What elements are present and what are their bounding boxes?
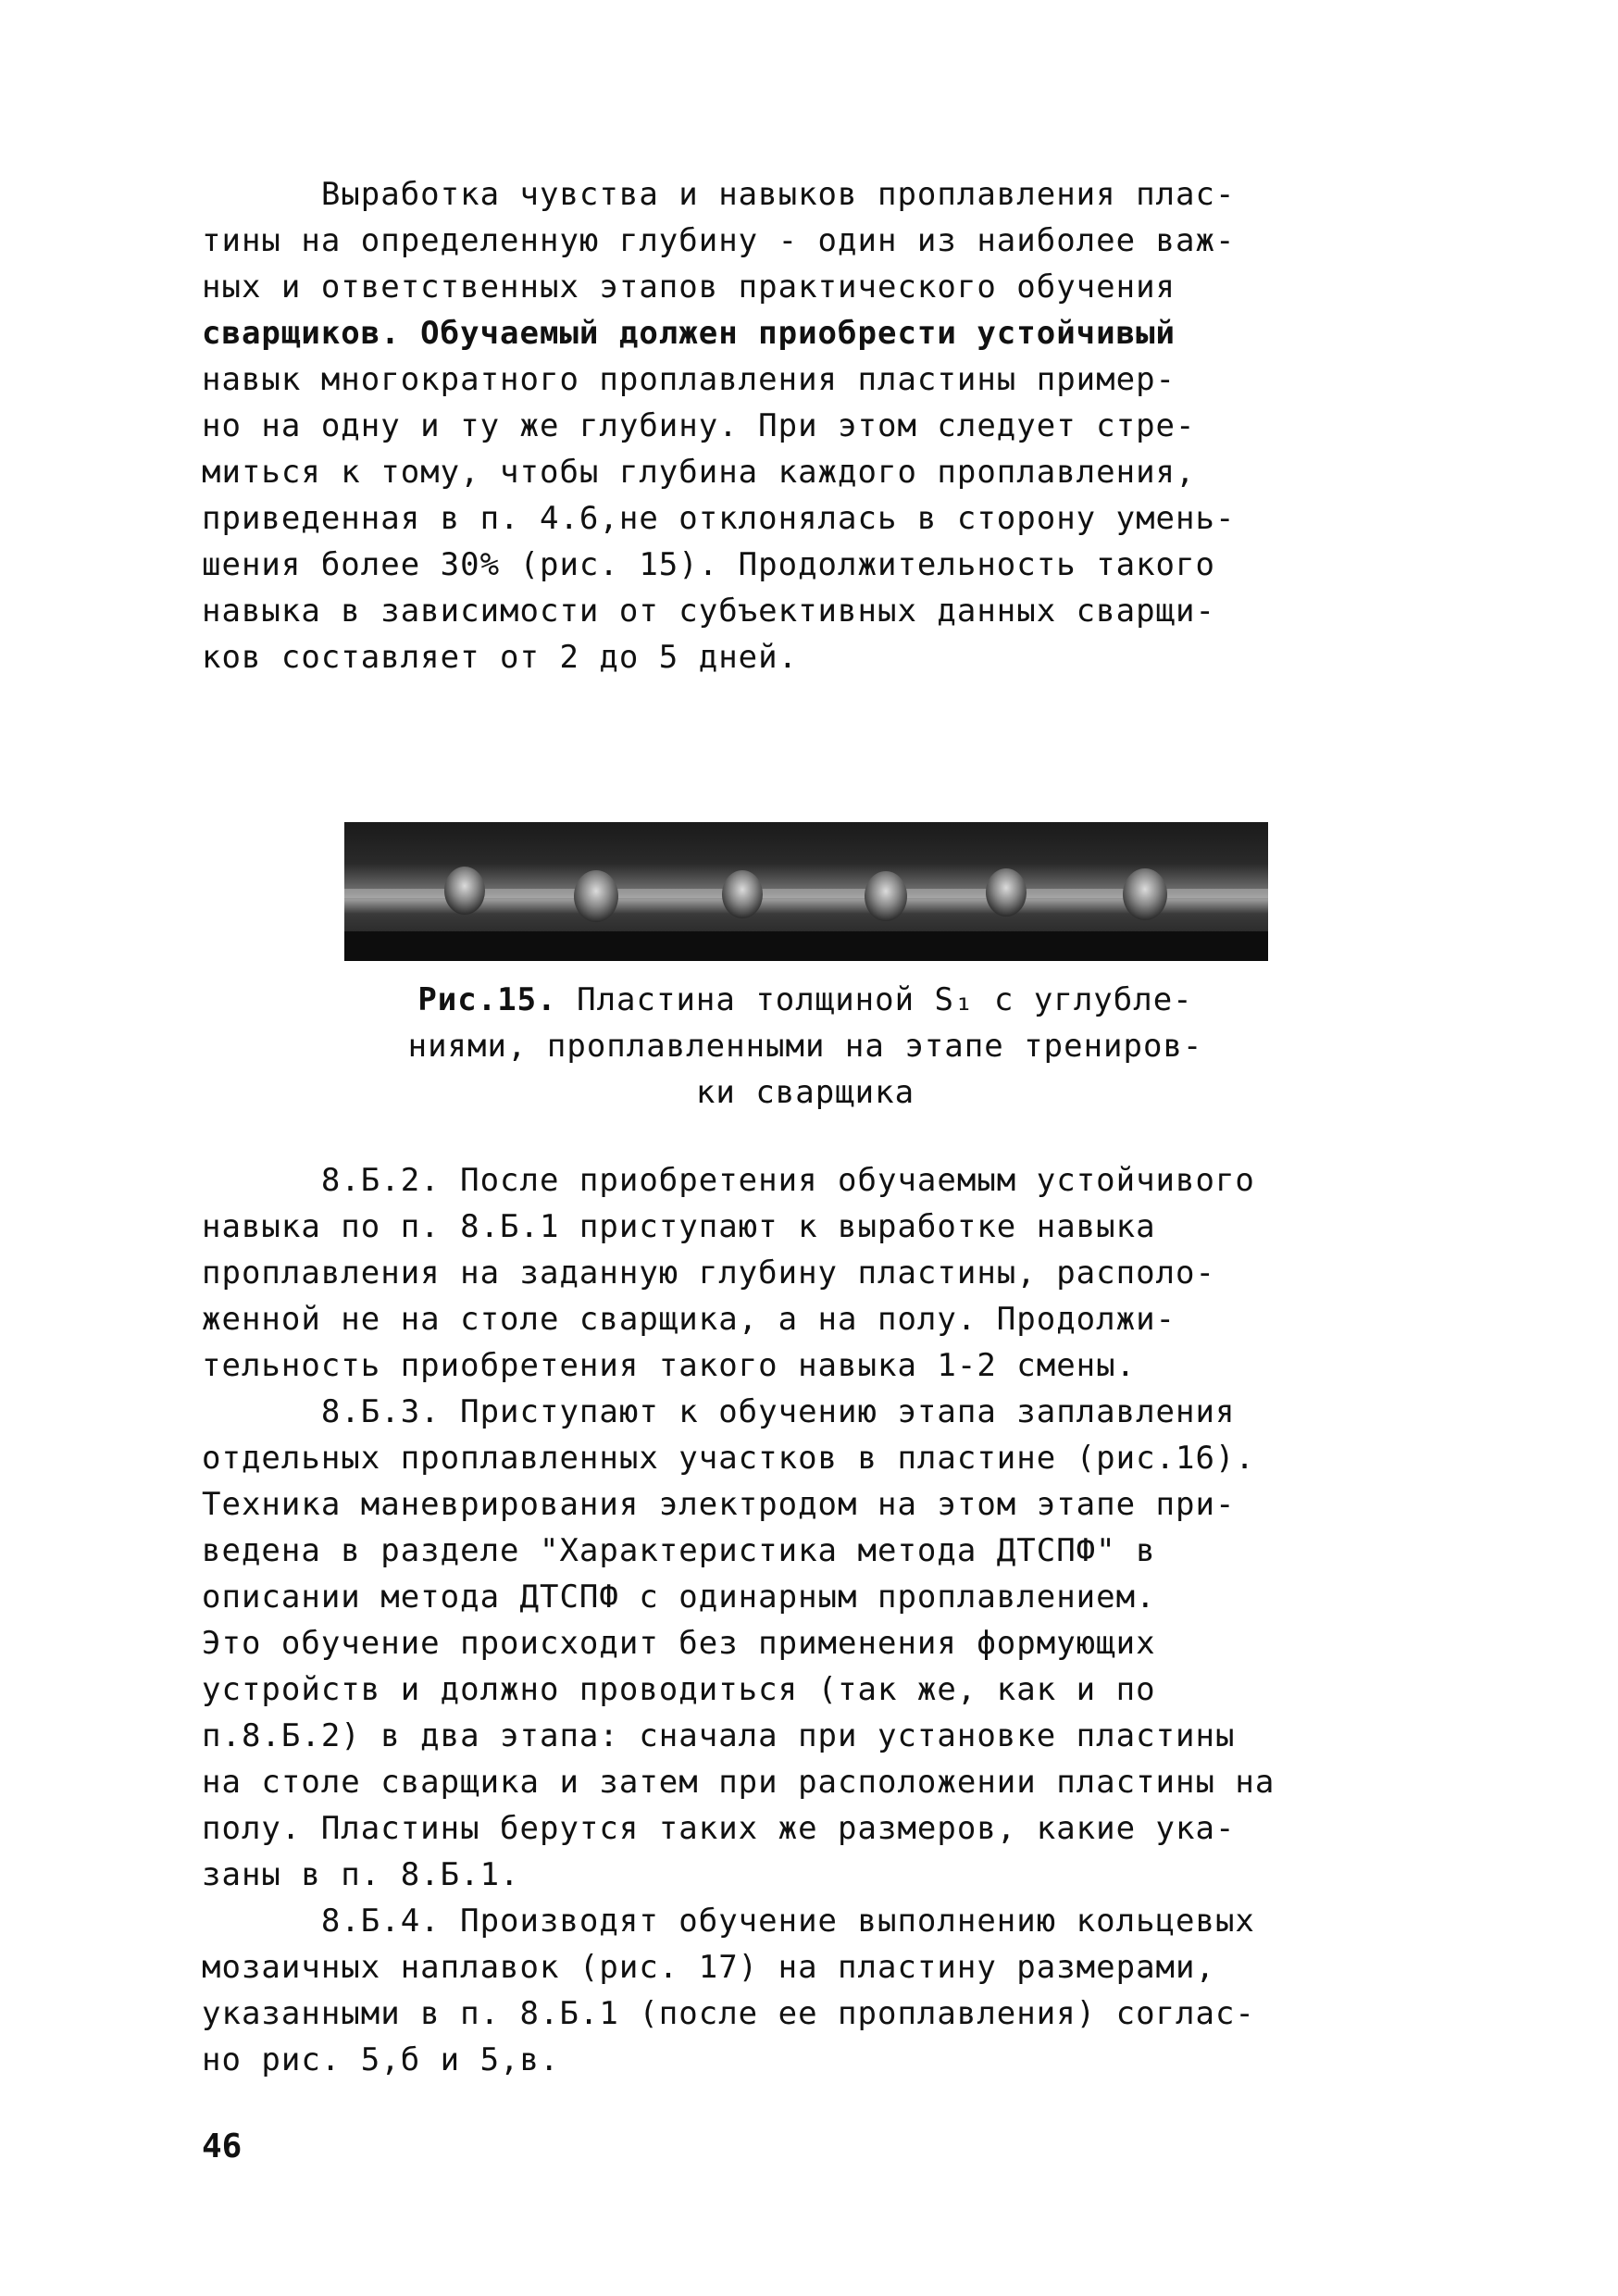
text-line: Это обучение происходит без применения формующих bbox=[202, 1625, 1156, 1662]
text-line: п.8.Б.2) в два этапа: сначала при установке пластины bbox=[202, 1717, 1236, 1754]
text-line: полу. Пластины берутся таких же размеров, какие ука- bbox=[202, 1810, 1236, 1847]
figure-caption bbox=[315, 977, 1296, 1116]
text-line: 8.Б.2. После приобретения обучаемым устойчивого bbox=[202, 1162, 1255, 1199]
page-number: 46 bbox=[202, 2128, 243, 2165]
text-line: 8.Б.4. Производят обучение выполнению кольцевых bbox=[202, 1903, 1255, 1940]
text-line: женной не на столе сварщика, а на полу. Продолжи- bbox=[202, 1301, 1176, 1338]
body-paragraphs bbox=[202, 1157, 1414, 2083]
text-line: описании метода ДТСПФ с одинарным проплавлением. bbox=[202, 1578, 1156, 1616]
melt-pit bbox=[986, 868, 1027, 917]
figure-number: Рис.15. bbox=[417, 981, 557, 1018]
text-line: но рис. 5,б и 5,в. bbox=[202, 2041, 560, 2078]
plate-photo bbox=[344, 822, 1268, 961]
caption-line: ниями, проплавленными на этапе трениров- bbox=[407, 1028, 1203, 1065]
caption-line: ки сварщика bbox=[695, 1074, 915, 1111]
text-line: указанными в п. 8.Б.1 (после ее проплавления) соглас- bbox=[202, 1995, 1255, 2032]
melt-pit bbox=[574, 870, 618, 922]
melt-pit bbox=[722, 870, 763, 918]
text-line: но на одну и ту же глубину. При этом следует стре- bbox=[202, 407, 1196, 444]
text-line: Техника маневрирования электродом на этом этапе при- bbox=[202, 1486, 1236, 1523]
text-line: 8.Б.3. Приступают к обучению этапа заплавления bbox=[202, 1393, 1236, 1430]
caption-line bbox=[315, 977, 1296, 1023]
text-line: тельность приобретения такого навыка 1-2 смены. bbox=[202, 1347, 1137, 1384]
text-line: Выработка чувства и навыков проплавления плас- bbox=[202, 176, 1236, 213]
text-line: ков составляет от 2 до 5 дней. bbox=[202, 639, 799, 676]
text-line: навык многократного проплавления пластины пример- bbox=[202, 361, 1176, 398]
melt-pit bbox=[444, 867, 485, 915]
melt-pit bbox=[865, 871, 907, 921]
text-line: проплавления на заданную глубину пластины, располо- bbox=[202, 1254, 1215, 1292]
plate-bottom-shadow bbox=[344, 931, 1268, 961]
text-line: на столе сварщика и затем при расположении пластины на bbox=[202, 1764, 1276, 1801]
text-line: навыка по п. 8.Б.1 приступают к выработке навыка bbox=[202, 1208, 1156, 1245]
caption-text: Пластина толщиной S₁ с углубле- bbox=[556, 981, 1193, 1018]
text-line: навыка в зависимости от субъективных данных сварщи- bbox=[202, 593, 1215, 630]
text-line: ведена в разделе "Характеристика метода ДТСПФ" в bbox=[202, 1532, 1156, 1569]
text-line: ных и ответственных этапов практического обучения bbox=[202, 268, 1176, 306]
text-line: приведенная в п. 4.6,не отклонялась в сторону умень- bbox=[202, 500, 1236, 537]
text-line: миться к тому, чтобы глубина каждого проплавления, bbox=[202, 454, 1196, 491]
text-line: заны в п. 8.Б.1. bbox=[202, 1856, 520, 1893]
melt-pit bbox=[1123, 868, 1167, 920]
text-line: сварщиков. Обучаемый должен приобрести устойчивый bbox=[202, 315, 1176, 352]
intro-paragraph bbox=[202, 171, 1414, 680]
text-line: устройств и должно проводиться (так же, как и по bbox=[202, 1671, 1156, 1708]
text-line: мозаичных наплавок (рис. 17) на пластину размерами, bbox=[202, 1949, 1215, 1986]
text-line: отдельных проплавленных участков в пластине (рис.16). bbox=[202, 1440, 1255, 1477]
text-line: шения более 30% (рис. 15). Продолжительность такого bbox=[202, 546, 1215, 583]
text-line: тины на определенную глубину - один из наиболее важ- bbox=[202, 222, 1236, 259]
